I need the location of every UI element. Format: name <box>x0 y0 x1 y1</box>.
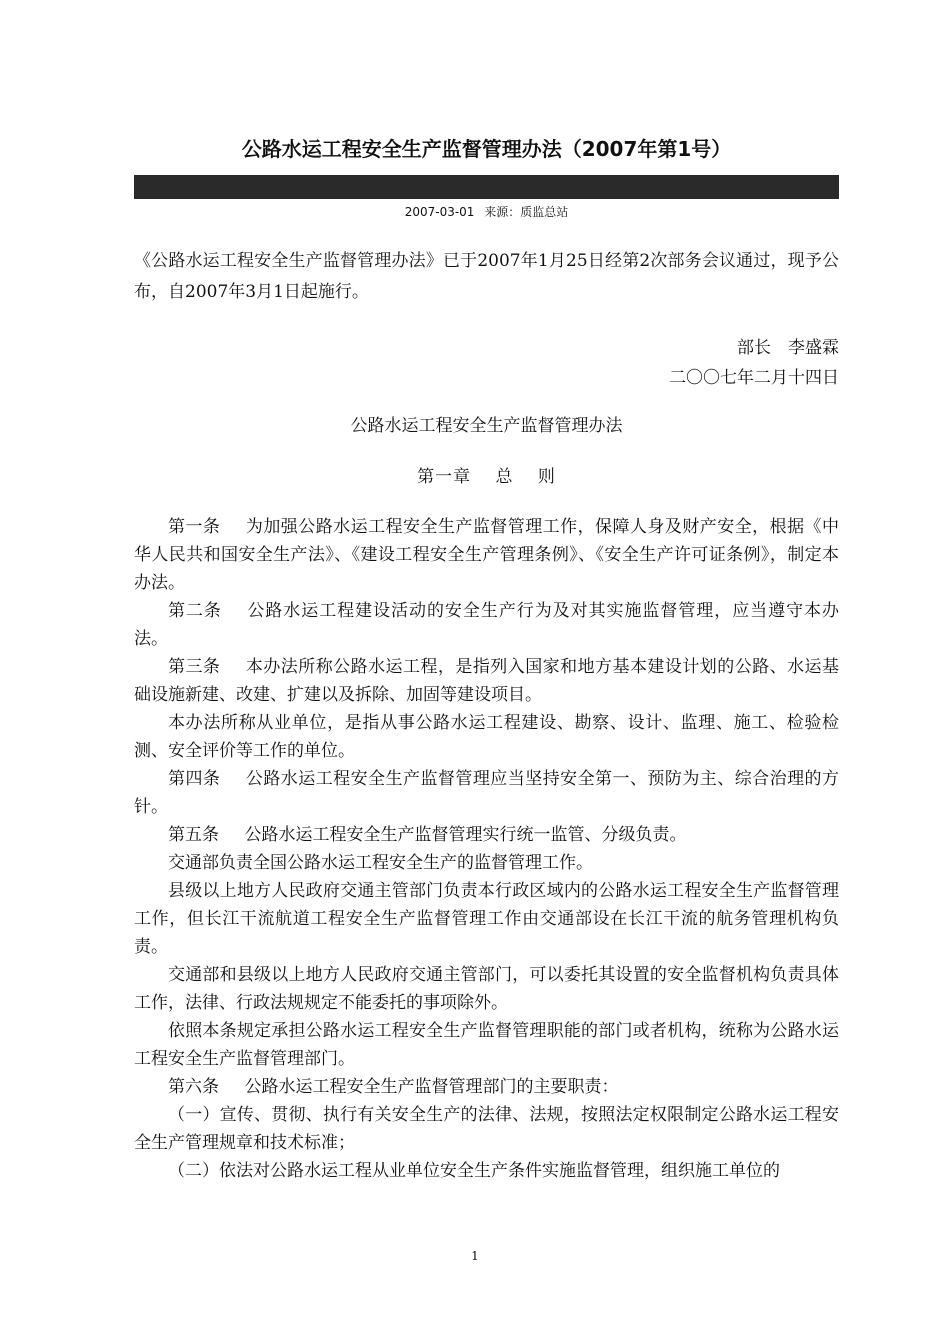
paragraph <box>134 765 839 821</box>
paragraph <box>134 597 839 653</box>
paragraph <box>134 821 839 849</box>
chapter-heading: 第一章 总 则 <box>417 467 556 487</box>
intro-paragraph: 《公路水运工程安全生产监督管理办法》已于2007年1月25日经第2次部务会议通过，现予公布，自2007年3月1日起施行。 <box>134 251 839 302</box>
paragraph-text: 交通部和县级以上地方人民政府交通主管部门，可以委托其设置的安全监督机构负责具体工作，法律、行政法规规定不能委托的事项除外。 <box>134 965 839 1013</box>
paragraph-text: 县级以上地方人民政府交通主管部门负责本行政区域内的公路水运工程安全生产监督管理工作，但长江干流航道工程安全生产监督管理工作由交通部设在长江干流的航务管理机构负责。 <box>134 881 839 957</box>
paragraph-text: 本办法所称公路水运工程，是指列入国家和地方基本建设计划的公路、水运基础设施新建、改建、扩建以及拆除、加固等建设项目。 <box>134 657 839 705</box>
paragraph-text: 为加强公路水运工程安全生产监督管理工作，保障人身及财产安全，根据《中华人民共和国安全生产法》、《建设工程安全生产管理条例》、《安全生产许可证条例》，制定本办法。 <box>134 517 839 593</box>
paragraph <box>134 1157 839 1185</box>
publish-date: 2007-03-01 <box>404 205 475 219</box>
paragraph <box>134 653 839 709</box>
paragraph-text: 公路水运工程建设活动的安全生产行为及对其实施监督管理，应当遵守本办法。 <box>134 601 840 649</box>
regulation-title: 公路水运工程安全生产监督管理办法 <box>350 416 623 436</box>
article-number: 第六条 <box>168 1077 219 1097</box>
article-number: 第三条 <box>168 657 221 677</box>
paragraph-text: 公路水运工程安全生产监督管理应当坚持安全第一、预防为主、综合治理的方针。 <box>134 769 839 817</box>
article-number: 第一条 <box>168 517 221 537</box>
paragraph <box>134 877 839 961</box>
title-divider-bar <box>134 175 839 199</box>
article-number: 第四条 <box>168 769 221 789</box>
paragraph <box>134 961 839 1017</box>
article-number: 第五条 <box>168 825 219 845</box>
article-number: 第二条 <box>168 601 222 621</box>
page-number: 1 <box>471 1249 479 1263</box>
paragraph <box>134 513 839 597</box>
paragraph-text: （二）依法对公路水运工程从业单位安全生产条件实施监督管理，组织施工单位的 <box>168 1161 780 1181</box>
regulation-body <box>134 513 839 1185</box>
paragraph <box>134 849 839 877</box>
paragraph-text: 交通部负责全国公路水运工程安全生产的监督管理工作。 <box>168 853 593 873</box>
paragraph-text: 公路水运工程安全生产监督管理部门的主要职责： <box>244 1077 619 1097</box>
page-title: 公路水运工程安全生产监督管理办法（2007年第1号） <box>241 137 732 161</box>
signatory: 部长 李盛霖 <box>737 338 839 358</box>
paragraph-text: 本办法所称从业单位，是指从事公路水运工程建设、勘察、设计、监理、施工、检验检测、安全评价等工作的单位。 <box>134 713 839 761</box>
paragraph-text: 依照本条规定承担公路水运工程安全生产监督管理职能的部门或者机构，统称为公路水运工程安全生产监督管理部门。 <box>134 1021 839 1069</box>
signing-date: 二〇〇七年二月十四日 <box>669 368 839 388</box>
paragraph <box>134 709 839 765</box>
paragraph-text: （一）宣传、贯彻、执行有关安全生产的法律、法规，按照法定权限制定公路水运工程安全生产管理规章和技术标准； <box>134 1105 839 1153</box>
publish-meta <box>134 203 839 221</box>
paragraph <box>134 1017 839 1073</box>
paragraph <box>134 1101 839 1157</box>
paragraph <box>134 1073 839 1101</box>
publish-source: 来源：质监总站 <box>484 205 569 219</box>
paragraph-text: 公路水运工程安全生产监督管理实行统一监管、分级负责。 <box>244 825 687 845</box>
